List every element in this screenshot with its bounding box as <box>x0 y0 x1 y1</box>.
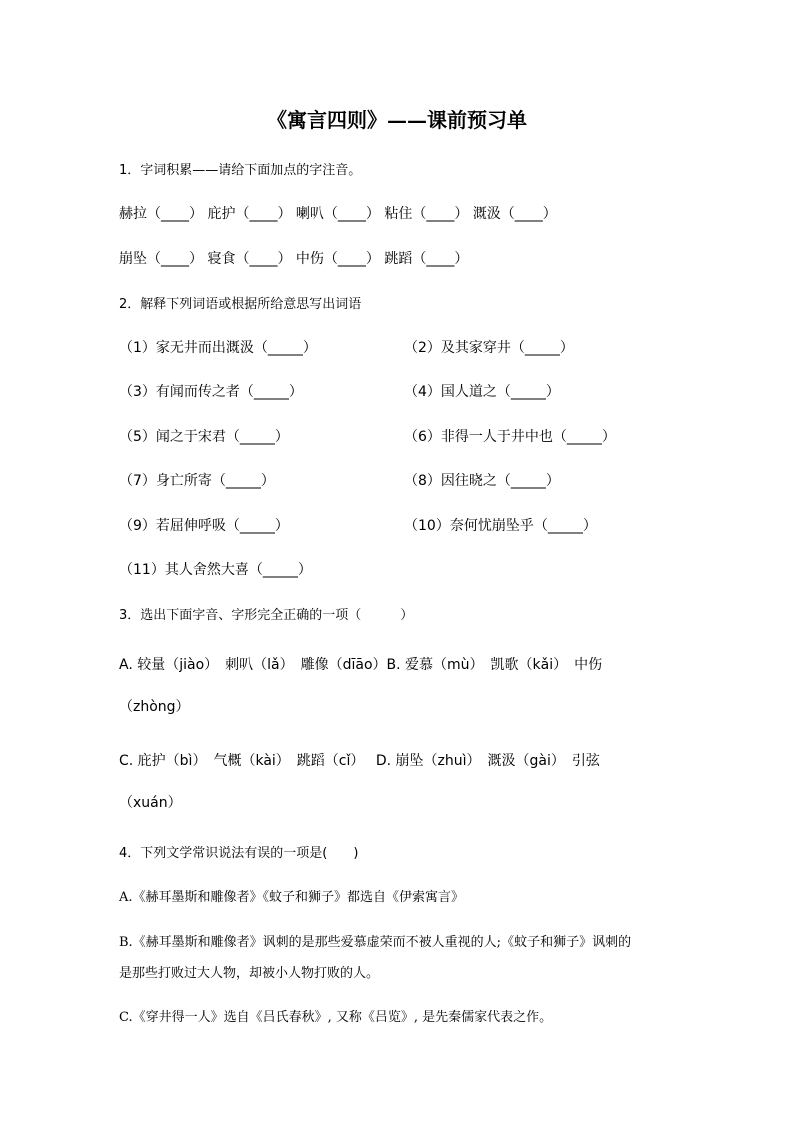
q2-item-10: （10）奈何忧崩坠乎（_____） <box>404 518 597 534</box>
q2-item-3: （3）有闻而传之者（_____） <box>119 384 303 400</box>
q2-item-6: （6）非得一人于井中也（_____） <box>404 429 616 445</box>
q4-option-c: C.《穿井得一人》选自《吕氏春秋》, 又称《吕览》, 是先秦儒家代表之作。 <box>119 1010 553 1025</box>
q2-item-9: （9）若屈伸呼吸（_____） <box>119 518 289 534</box>
q2-item-1: （1）家无井而出溉汲（_____） <box>119 340 317 356</box>
q1-item: 寝食（____） <box>207 251 292 267</box>
q4-option-a: A.《赫耳墨斯和雕像者》《蚊子和狮子》都选自《伊索寓言》 <box>119 890 465 905</box>
question-1-row-2 <box>119 248 468 268</box>
question-3-label: 3．选出下面字音、字形完全正确的一项（ ） <box>119 608 414 623</box>
q1-item: 溉汲（____） <box>472 206 557 222</box>
q3-option-d-cont: （xuán） <box>119 795 182 811</box>
q4-option-b: B.《赫耳墨斯和雕像者》讽刺的是那些爱慕虚荣而不被人重视的人;《蚊子和狮子》讽刺的 <box>119 935 632 950</box>
question-2-label: 2．解释下列词语或根据所给意思写出词语 <box>119 297 362 312</box>
q2-item-4: （4）国人道之（_____） <box>404 384 560 400</box>
q2-item-5: （5）闻之于宋君（_____） <box>119 429 289 445</box>
q2-item-8: （8）因往晓之（_____） <box>404 473 560 489</box>
q3-option-b-cont: （zhòng） <box>119 699 190 715</box>
q1-item: 粘住（____） <box>384 206 469 222</box>
question-1-row-1 <box>119 203 557 223</box>
q1-item: 喇叭（____） <box>295 206 380 222</box>
q2-item-7: （7）身亡所寄（_____） <box>119 473 275 489</box>
q3-option-a-b: A. 较量（jiào） 刺叭（lǎ） 雕像（dīāo）B. 爱慕（mù） 凯歌（kǎi） 中伤 <box>119 657 603 673</box>
q2-item-11: （11）其人舍然大喜（_____） <box>119 562 312 578</box>
q1-item: 中伤（____） <box>295 251 380 267</box>
q3-option-c-d: C. 庇护（bì） 气概（kài） 跳蹈（cǐ） D. 崩坠（zhuì） 溉汲（gài） 引弦 <box>119 753 600 769</box>
q4-option-b-cont: 是那些打败过大人物，却被小人物打败的人。 <box>119 966 380 981</box>
page-title: 《寓言四则》——课前预习单 <box>267 108 527 132</box>
q1-item: 庇护（____） <box>207 206 292 222</box>
q1-item: 崩坠（____） <box>119 251 203 267</box>
q2-item-2: （2）及其家穿井（_____） <box>404 340 574 356</box>
q1-item: 跳蹈（____） <box>384 251 469 267</box>
q1-item: 赫拉（____） <box>119 206 203 222</box>
question-1-label: 1．字词积累——请给下面加点的字注音。 <box>119 163 362 178</box>
question-4-label: 4．下列文学常识说法有误的一项是( ) <box>119 846 359 861</box>
